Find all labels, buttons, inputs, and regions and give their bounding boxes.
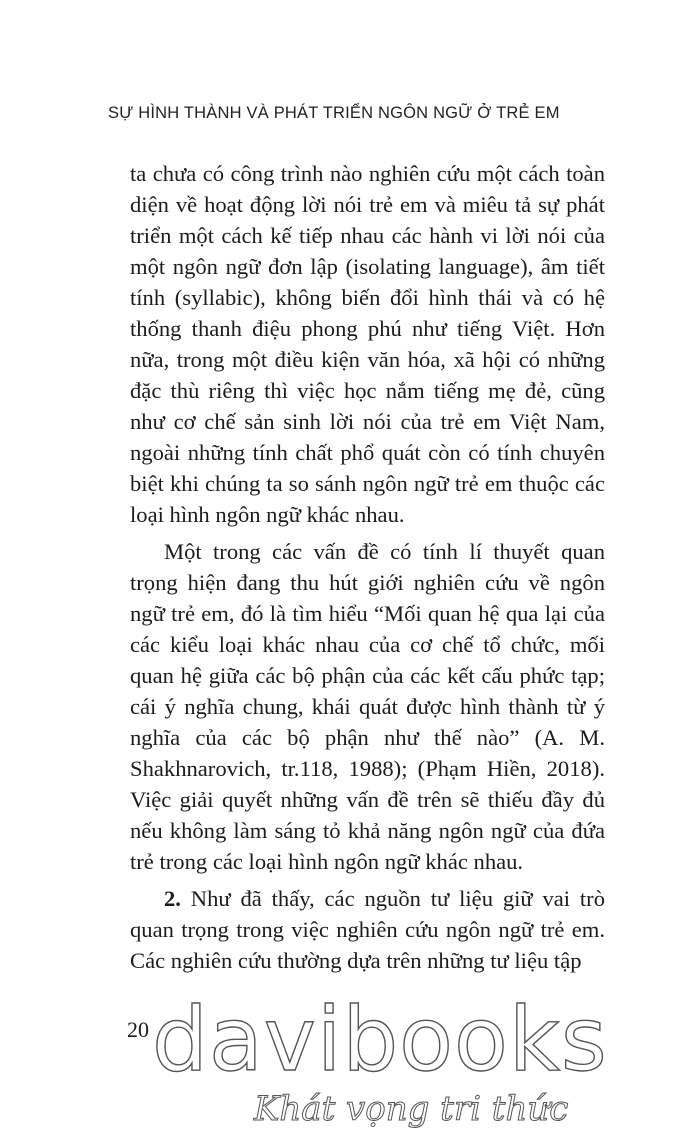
paragraph-text: Như đã thấy, các nguồn tư liệu giữ vai trò quan trọng trong việc nghiên cứu ngôn ngữ trẻ em. Các nghiên cứu thường dựa trên những tư liệu tập	[130, 886, 605, 973]
paragraph: ta chưa có công trình nào nghiên cứu một cách toàn diện về hoạt động lời nói trẻ em và miêu tả sự phát triển một cách kế tiếp nhau các hành vi lời nói của một ngôn ngữ đơn lập (isolating language), âm tiết tính (syllabic), không biến đổi hình thái và có hệ thống thanh điệu phong phú như tiếng Việt. Hơn nữa, trong một điều kiện văn hóa, xã hội có những đặc thù riêng thì việc học nắm tiếng mẹ đẻ, cũng như cơ chế sản sinh lời nói của trẻ em Việt Nam, ngoài những tính chất phổ quát còn có tính chuyên biệt khi chúng ta so sánh ngôn ngữ trẻ em thuộc các loại hình ngôn ngữ khác nhau.	[130, 161, 605, 527]
section-number: 2.	[164, 886, 181, 911]
running-header: SỰ HÌNH THÀNH VÀ PHÁT TRIỂN NGÔN NGỮ Ở TRẺ EM	[108, 104, 560, 122]
watermark-logo: davibooks	[152, 988, 608, 1091]
paragraph	[130, 883, 605, 976]
watermark-tagline: Khát vọng tri thức	[254, 1089, 569, 1129]
paragraph: Một trong các vấn đề có tính lí thuyết quan trọng hiện đang thu hút giới nghiên cứu về ngôn ngữ trẻ em, đó là tìm hiểu “Mối quan hệ qua lại của các kiểu loại khác nhau của cơ chế tổ chức, mối quan hệ giữa các bộ phận của các kết cấu phức tạp; cái ý nghĩa chung, khái quát được hình thành từ ý nghĩa của các bộ phận như thế nào” (A. M. Shakhnarovich, tr.118, 1988); (Phạm Hiền, 2018). Việc giải quyết những vấn đề trên sẽ thiếu đầy đủ nếu không làm sáng tỏ khả năng ngôn ngữ của đứa trẻ trong các loại hình ngôn ngữ khác nhau.	[130, 539, 605, 874]
body-text	[130, 158, 605, 976]
page-number: 20	[127, 1017, 149, 1042]
